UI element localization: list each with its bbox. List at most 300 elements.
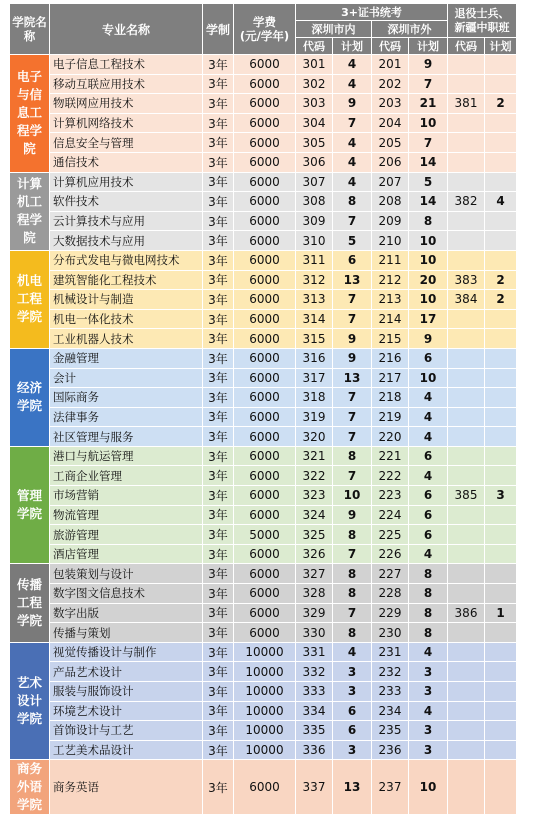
outside-code-cell: 223 <box>372 486 409 506</box>
inside-plan-cell: 3 <box>333 682 372 702</box>
veteran-code-cell <box>448 250 485 270</box>
outside-code-cell: 201 <box>372 55 409 75</box>
inside-code-cell: 304 <box>296 113 333 133</box>
veteran-plan-cell <box>485 662 517 682</box>
table-row <box>10 74 517 94</box>
veteran-plan-cell <box>485 211 517 231</box>
header-duration: 学制 <box>203 4 234 55</box>
major-name: 包装策划与设计 <box>50 564 203 584</box>
college-name: 商务外语学院 <box>10 760 50 815</box>
outside-plan-cell: 8 <box>409 603 448 623</box>
major-name: 计算机应用技术 <box>50 172 203 192</box>
table-row <box>10 682 517 702</box>
header-plan: 计划 <box>333 38 372 55</box>
veteran-plan-cell <box>485 407 517 427</box>
inside-plan-cell: 10 <box>333 486 372 506</box>
major-name: 数字出版 <box>50 603 203 623</box>
inside-plan-cell: 7 <box>333 427 372 447</box>
table-row <box>10 94 517 114</box>
table-row <box>10 525 517 545</box>
veteran-plan-cell <box>485 133 517 153</box>
inside-plan-cell: 7 <box>333 466 372 486</box>
veteran-plan-cell <box>485 172 517 192</box>
outside-code-cell: 226 <box>372 544 409 564</box>
outside-plan-cell: 4 <box>409 407 448 427</box>
duration-cell: 3年 <box>203 231 234 251</box>
veteran-plan-cell <box>485 642 517 662</box>
major-name: 法律事务 <box>50 407 203 427</box>
inside-code-cell: 306 <box>296 152 333 172</box>
outside-plan-cell: 6 <box>409 525 448 545</box>
outside-code-cell: 225 <box>372 525 409 545</box>
duration-cell: 3年 <box>203 192 234 212</box>
veteran-plan-cell: 3 <box>485 486 517 506</box>
header-plan: 计划 <box>409 38 448 55</box>
duration-cell: 3年 <box>203 407 234 427</box>
outside-plan-cell: 6 <box>409 505 448 525</box>
veteran-plan-cell <box>485 329 517 349</box>
veteran-code-cell <box>448 642 485 662</box>
inside-plan-cell: 7 <box>333 309 372 329</box>
veteran-plan-cell <box>485 446 517 466</box>
outside-plan-cell: 4 <box>409 427 448 447</box>
outside-plan-cell: 3 <box>409 721 448 741</box>
outside-code-cell: 202 <box>372 74 409 94</box>
outside-code-cell: 208 <box>372 192 409 212</box>
fee-cell: 6000 <box>234 192 296 212</box>
duration-cell: 3年 <box>203 486 234 506</box>
veteran-code-cell: 385 <box>448 486 485 506</box>
table-row <box>10 368 517 388</box>
inside-code-cell: 335 <box>296 721 333 741</box>
college-name: 经济学院 <box>10 348 50 446</box>
table-row <box>10 544 517 564</box>
college-name: 机电工程学院 <box>10 250 50 348</box>
outside-code-cell: 222 <box>372 466 409 486</box>
fee-cell: 6000 <box>234 250 296 270</box>
major-name: 传播与策划 <box>50 623 203 643</box>
outside-plan-cell: 14 <box>409 192 448 212</box>
inside-code-cell: 327 <box>296 564 333 584</box>
fee-cell: 6000 <box>234 544 296 564</box>
outside-code-cell: 234 <box>372 701 409 721</box>
fee-cell: 6000 <box>234 211 296 231</box>
major-name: 环境艺术设计 <box>50 701 203 721</box>
outside-plan-cell: 6 <box>409 446 448 466</box>
inside-plan-cell: 8 <box>333 192 372 212</box>
inside-plan-cell: 4 <box>333 172 372 192</box>
major-name: 云计算技术与应用 <box>50 211 203 231</box>
major-name: 软件技术 <box>50 192 203 212</box>
table-row <box>10 427 517 447</box>
duration-cell: 3年 <box>203 446 234 466</box>
outside-plan-cell: 14 <box>409 152 448 172</box>
table-row <box>10 407 517 427</box>
veteran-plan-cell <box>485 55 517 75</box>
table-row <box>10 172 517 192</box>
veteran-plan-cell: 2 <box>485 290 517 310</box>
inside-plan-cell: 9 <box>333 505 372 525</box>
major-name: 机械设计与制造 <box>50 290 203 310</box>
outside-code-cell: 221 <box>372 446 409 466</box>
inside-code-cell: 329 <box>296 603 333 623</box>
fee-cell: 6000 <box>234 133 296 153</box>
inside-code-cell: 328 <box>296 584 333 604</box>
duration-cell: 3年 <box>203 94 234 114</box>
outside-code-cell: 214 <box>372 309 409 329</box>
outside-plan-cell: 4 <box>409 701 448 721</box>
veteran-code-cell <box>448 446 485 466</box>
veteran-plan-cell <box>485 740 517 760</box>
college-name: 传播工程学院 <box>10 564 50 642</box>
veteran-plan-cell <box>485 682 517 702</box>
veteran-code-cell <box>448 113 485 133</box>
veteran-plan-cell: 1 <box>485 603 517 623</box>
outside-plan-cell: 7 <box>409 74 448 94</box>
outside-code-cell: 213 <box>372 290 409 310</box>
veteran-plan-cell <box>485 309 517 329</box>
fee-cell: 6000 <box>234 427 296 447</box>
outside-plan-cell: 10 <box>409 290 448 310</box>
veteran-plan-cell <box>485 584 517 604</box>
outside-code-cell: 231 <box>372 642 409 662</box>
outside-code-cell: 209 <box>372 211 409 231</box>
fee-cell: 10000 <box>234 721 296 741</box>
fee-cell: 6000 <box>234 388 296 408</box>
major-name: 产品艺术设计 <box>50 662 203 682</box>
outside-plan-cell: 17 <box>409 309 448 329</box>
table-row <box>10 388 517 408</box>
veteran-plan-cell <box>485 466 517 486</box>
enrollment-table <box>9 3 517 815</box>
inside-code-cell: 331 <box>296 642 333 662</box>
inside-plan-cell: 3 <box>333 740 372 760</box>
major-name: 物流管理 <box>50 505 203 525</box>
table-row <box>10 231 517 251</box>
fee-cell: 6000 <box>234 152 296 172</box>
outside-code-cell: 210 <box>372 231 409 251</box>
inside-code-cell: 316 <box>296 348 333 368</box>
inside-code-cell: 308 <box>296 192 333 212</box>
duration-cell: 3年 <box>203 55 234 75</box>
veteran-plan-cell: 4 <box>485 192 517 212</box>
veteran-code-cell <box>448 152 485 172</box>
major-name: 服装与服饰设计 <box>50 682 203 702</box>
inside-plan-cell: 7 <box>333 603 372 623</box>
major-name: 移动互联应用技术 <box>50 74 203 94</box>
duration-cell: 3年 <box>203 250 234 270</box>
duration-cell: 3年 <box>203 74 234 94</box>
outside-code-cell: 206 <box>372 152 409 172</box>
veteran-code-cell <box>448 309 485 329</box>
fee-cell: 10000 <box>234 682 296 702</box>
veteran-code-cell: 384 <box>448 290 485 310</box>
fee-cell: 6000 <box>234 231 296 251</box>
outside-code-cell: 204 <box>372 113 409 133</box>
duration-cell: 3年 <box>203 368 234 388</box>
fee-cell: 6000 <box>234 584 296 604</box>
outside-plan-cell: 8 <box>409 623 448 643</box>
outside-code-cell: 219 <box>372 407 409 427</box>
outside-code-cell: 211 <box>372 250 409 270</box>
outside-code-cell: 233 <box>372 682 409 702</box>
outside-code-cell: 212 <box>372 270 409 290</box>
fee-cell: 6000 <box>234 55 296 75</box>
outside-plan-cell: 3 <box>409 740 448 760</box>
table-row <box>10 486 517 506</box>
inside-plan-cell: 13 <box>333 368 372 388</box>
fee-cell: 6000 <box>234 407 296 427</box>
table-row <box>10 309 517 329</box>
college-name: 电子与信息工程学院 <box>10 55 50 173</box>
outside-plan-cell: 10 <box>409 760 448 815</box>
outside-plan-cell: 8 <box>409 584 448 604</box>
duration-cell: 3年 <box>203 505 234 525</box>
college-name: 计算机工程学院 <box>10 172 50 250</box>
inside-plan-cell: 4 <box>333 152 372 172</box>
inside-plan-cell: 4 <box>333 55 372 75</box>
duration-cell: 3年 <box>203 544 234 564</box>
fee-cell: 10000 <box>234 662 296 682</box>
inside-plan-cell: 8 <box>333 564 372 584</box>
veteran-plan-cell <box>485 544 517 564</box>
fee-cell: 10000 <box>234 701 296 721</box>
header-major: 专业名称 <box>50 4 203 55</box>
inside-plan-cell: 6 <box>333 250 372 270</box>
outside-code-cell: 229 <box>372 603 409 623</box>
major-name: 工业机器人技术 <box>50 329 203 349</box>
veteran-code-cell: 382 <box>448 192 485 212</box>
inside-code-cell: 320 <box>296 427 333 447</box>
outside-plan-cell: 7 <box>409 133 448 153</box>
veteran-plan-cell <box>485 113 517 133</box>
table-row <box>10 721 517 741</box>
veteran-plan-cell <box>485 505 517 525</box>
inside-code-cell: 317 <box>296 368 333 388</box>
veteran-code-cell <box>448 74 485 94</box>
inside-plan-cell: 7 <box>333 290 372 310</box>
major-name: 金融管理 <box>50 348 203 368</box>
veteran-code-cell <box>448 133 485 153</box>
veteran-plan-cell <box>485 623 517 643</box>
veteran-code-cell <box>448 407 485 427</box>
table-row <box>10 348 517 368</box>
outside-plan-cell: 6 <box>409 348 448 368</box>
inside-code-cell: 301 <box>296 55 333 75</box>
outside-code-cell: 220 <box>372 427 409 447</box>
header-veteran: 退役士兵、 新疆中职班 <box>448 4 517 38</box>
inside-code-cell: 319 <box>296 407 333 427</box>
inside-plan-cell: 8 <box>333 446 372 466</box>
inside-plan-cell: 8 <box>333 623 372 643</box>
veteran-code-cell <box>448 211 485 231</box>
inside-code-cell: 337 <box>296 760 333 815</box>
inside-code-cell: 315 <box>296 329 333 349</box>
outside-plan-cell: 4 <box>409 388 448 408</box>
inside-plan-cell: 7 <box>333 113 372 133</box>
inside-plan-cell: 5 <box>333 231 372 251</box>
inside-code-cell: 334 <box>296 701 333 721</box>
inside-code-cell: 312 <box>296 270 333 290</box>
fee-cell: 6000 <box>234 623 296 643</box>
college-name: 艺术设计学院 <box>10 642 50 760</box>
inside-plan-cell: 7 <box>333 544 372 564</box>
table-row <box>10 290 517 310</box>
veteran-plan-cell <box>485 721 517 741</box>
table-row <box>10 250 517 270</box>
veteran-plan-cell <box>485 348 517 368</box>
fee-cell: 6000 <box>234 74 296 94</box>
duration-cell: 3年 <box>203 701 234 721</box>
veteran-code-cell <box>448 623 485 643</box>
college-name: 管理学院 <box>10 446 50 564</box>
outside-code-cell: 203 <box>372 94 409 114</box>
major-name: 数字图文信息技术 <box>50 584 203 604</box>
duration-cell: 3年 <box>203 525 234 545</box>
veteran-plan-cell <box>485 368 517 388</box>
outside-code-cell: 237 <box>372 760 409 815</box>
fee-cell: 6000 <box>234 486 296 506</box>
duration-cell: 3年 <box>203 133 234 153</box>
table-row <box>10 701 517 721</box>
outside-plan-cell: 9 <box>409 55 448 75</box>
header-plan: 计划 <box>485 38 517 55</box>
major-name: 工艺美术品设计 <box>50 740 203 760</box>
duration-cell: 3年 <box>203 388 234 408</box>
header-code: 代码 <box>296 38 333 55</box>
table-row <box>10 584 517 604</box>
duration-cell: 3年 <box>203 642 234 662</box>
fee-cell: 6000 <box>234 309 296 329</box>
outside-code-cell: 215 <box>372 329 409 349</box>
outside-plan-cell: 5 <box>409 172 448 192</box>
table-row <box>10 329 517 349</box>
table-row <box>10 211 517 231</box>
veteran-code-cell <box>448 525 485 545</box>
veteran-plan-cell: 2 <box>485 94 517 114</box>
veteran-code-cell <box>448 172 485 192</box>
fee-cell: 6000 <box>234 368 296 388</box>
fee-cell: 6000 <box>234 172 296 192</box>
inside-plan-cell: 8 <box>333 525 372 545</box>
header-inside-shenzhen: 深圳市内 <box>296 21 372 38</box>
veteran-plan-cell <box>485 427 517 447</box>
table-row <box>10 55 517 75</box>
inside-plan-cell: 7 <box>333 388 372 408</box>
table-row <box>10 760 517 815</box>
fee-cell: 5000 <box>234 525 296 545</box>
duration-cell: 3年 <box>203 662 234 682</box>
veteran-code-cell <box>448 466 485 486</box>
inside-code-cell: 318 <box>296 388 333 408</box>
table-row <box>10 505 517 525</box>
table-header <box>10 4 517 55</box>
veteran-plan-cell: 2 <box>485 270 517 290</box>
duration-cell: 3年 <box>203 427 234 447</box>
fee-cell: 6000 <box>234 446 296 466</box>
inside-plan-cell: 7 <box>333 407 372 427</box>
outside-plan-cell: 3 <box>409 682 448 702</box>
veteran-code-cell <box>448 427 485 447</box>
duration-cell: 3年 <box>203 584 234 604</box>
table-row <box>10 603 517 623</box>
inside-code-cell: 324 <box>296 505 333 525</box>
fee-cell: 6000 <box>234 113 296 133</box>
table-row <box>10 623 517 643</box>
inside-code-cell: 333 <box>296 682 333 702</box>
veteran-code-cell <box>448 701 485 721</box>
table-row <box>10 740 517 760</box>
veteran-code-cell <box>448 388 485 408</box>
veteran-plan-cell <box>485 525 517 545</box>
header-college: 学院名称 <box>10 4 50 55</box>
outside-plan-cell: 10 <box>409 113 448 133</box>
duration-cell: 3年 <box>203 211 234 231</box>
header-outside-shenzhen: 深圳市外 <box>372 21 448 38</box>
inside-code-cell: 336 <box>296 740 333 760</box>
duration-cell: 3年 <box>203 290 234 310</box>
enrollment-table-container <box>9 3 517 815</box>
duration-cell: 3年 <box>203 329 234 349</box>
veteran-plan-cell <box>485 152 517 172</box>
veteran-code-cell <box>448 564 485 584</box>
header-code: 代码 <box>448 38 485 55</box>
inside-code-cell: 302 <box>296 74 333 94</box>
veteran-code-cell: 383 <box>448 270 485 290</box>
inside-code-cell: 322 <box>296 466 333 486</box>
outside-plan-cell: 8 <box>409 211 448 231</box>
veteran-code-cell <box>448 584 485 604</box>
inside-plan-cell: 6 <box>333 701 372 721</box>
inside-plan-cell: 9 <box>333 94 372 114</box>
table-row <box>10 642 517 662</box>
outside-plan-cell: 9 <box>409 329 448 349</box>
inside-plan-cell: 6 <box>333 721 372 741</box>
outside-plan-cell: 10 <box>409 250 448 270</box>
inside-plan-cell: 8 <box>333 584 372 604</box>
outside-code-cell: 227 <box>372 564 409 584</box>
table-body <box>10 55 517 815</box>
outside-code-cell: 218 <box>372 388 409 408</box>
outside-code-cell: 235 <box>372 721 409 741</box>
outside-code-cell: 230 <box>372 623 409 643</box>
duration-cell: 3年 <box>203 682 234 702</box>
duration-cell: 3年 <box>203 466 234 486</box>
fee-cell: 10000 <box>234 642 296 662</box>
veteran-plan-cell <box>485 760 517 815</box>
major-name: 工商企业管理 <box>50 466 203 486</box>
outside-plan-cell: 3 <box>409 662 448 682</box>
table-row <box>10 662 517 682</box>
table-row <box>10 466 517 486</box>
veteran-code-cell: 386 <box>448 603 485 623</box>
inside-code-cell: 309 <box>296 211 333 231</box>
fee-cell: 6000 <box>234 505 296 525</box>
outside-code-cell: 216 <box>372 348 409 368</box>
major-name: 会计 <box>50 368 203 388</box>
inside-plan-cell: 4 <box>333 642 372 662</box>
veteran-code-cell <box>448 760 485 815</box>
major-name: 信息安全与管理 <box>50 133 203 153</box>
inside-code-cell: 314 <box>296 309 333 329</box>
veteran-code-cell <box>448 505 485 525</box>
inside-code-cell: 310 <box>296 231 333 251</box>
veteran-plan-cell <box>485 701 517 721</box>
outside-code-cell: 236 <box>372 740 409 760</box>
header-3plus-exam: 3+证书统考 <box>296 4 448 21</box>
major-name: 首饰设计与工艺 <box>50 721 203 741</box>
veteran-code-cell <box>448 682 485 702</box>
